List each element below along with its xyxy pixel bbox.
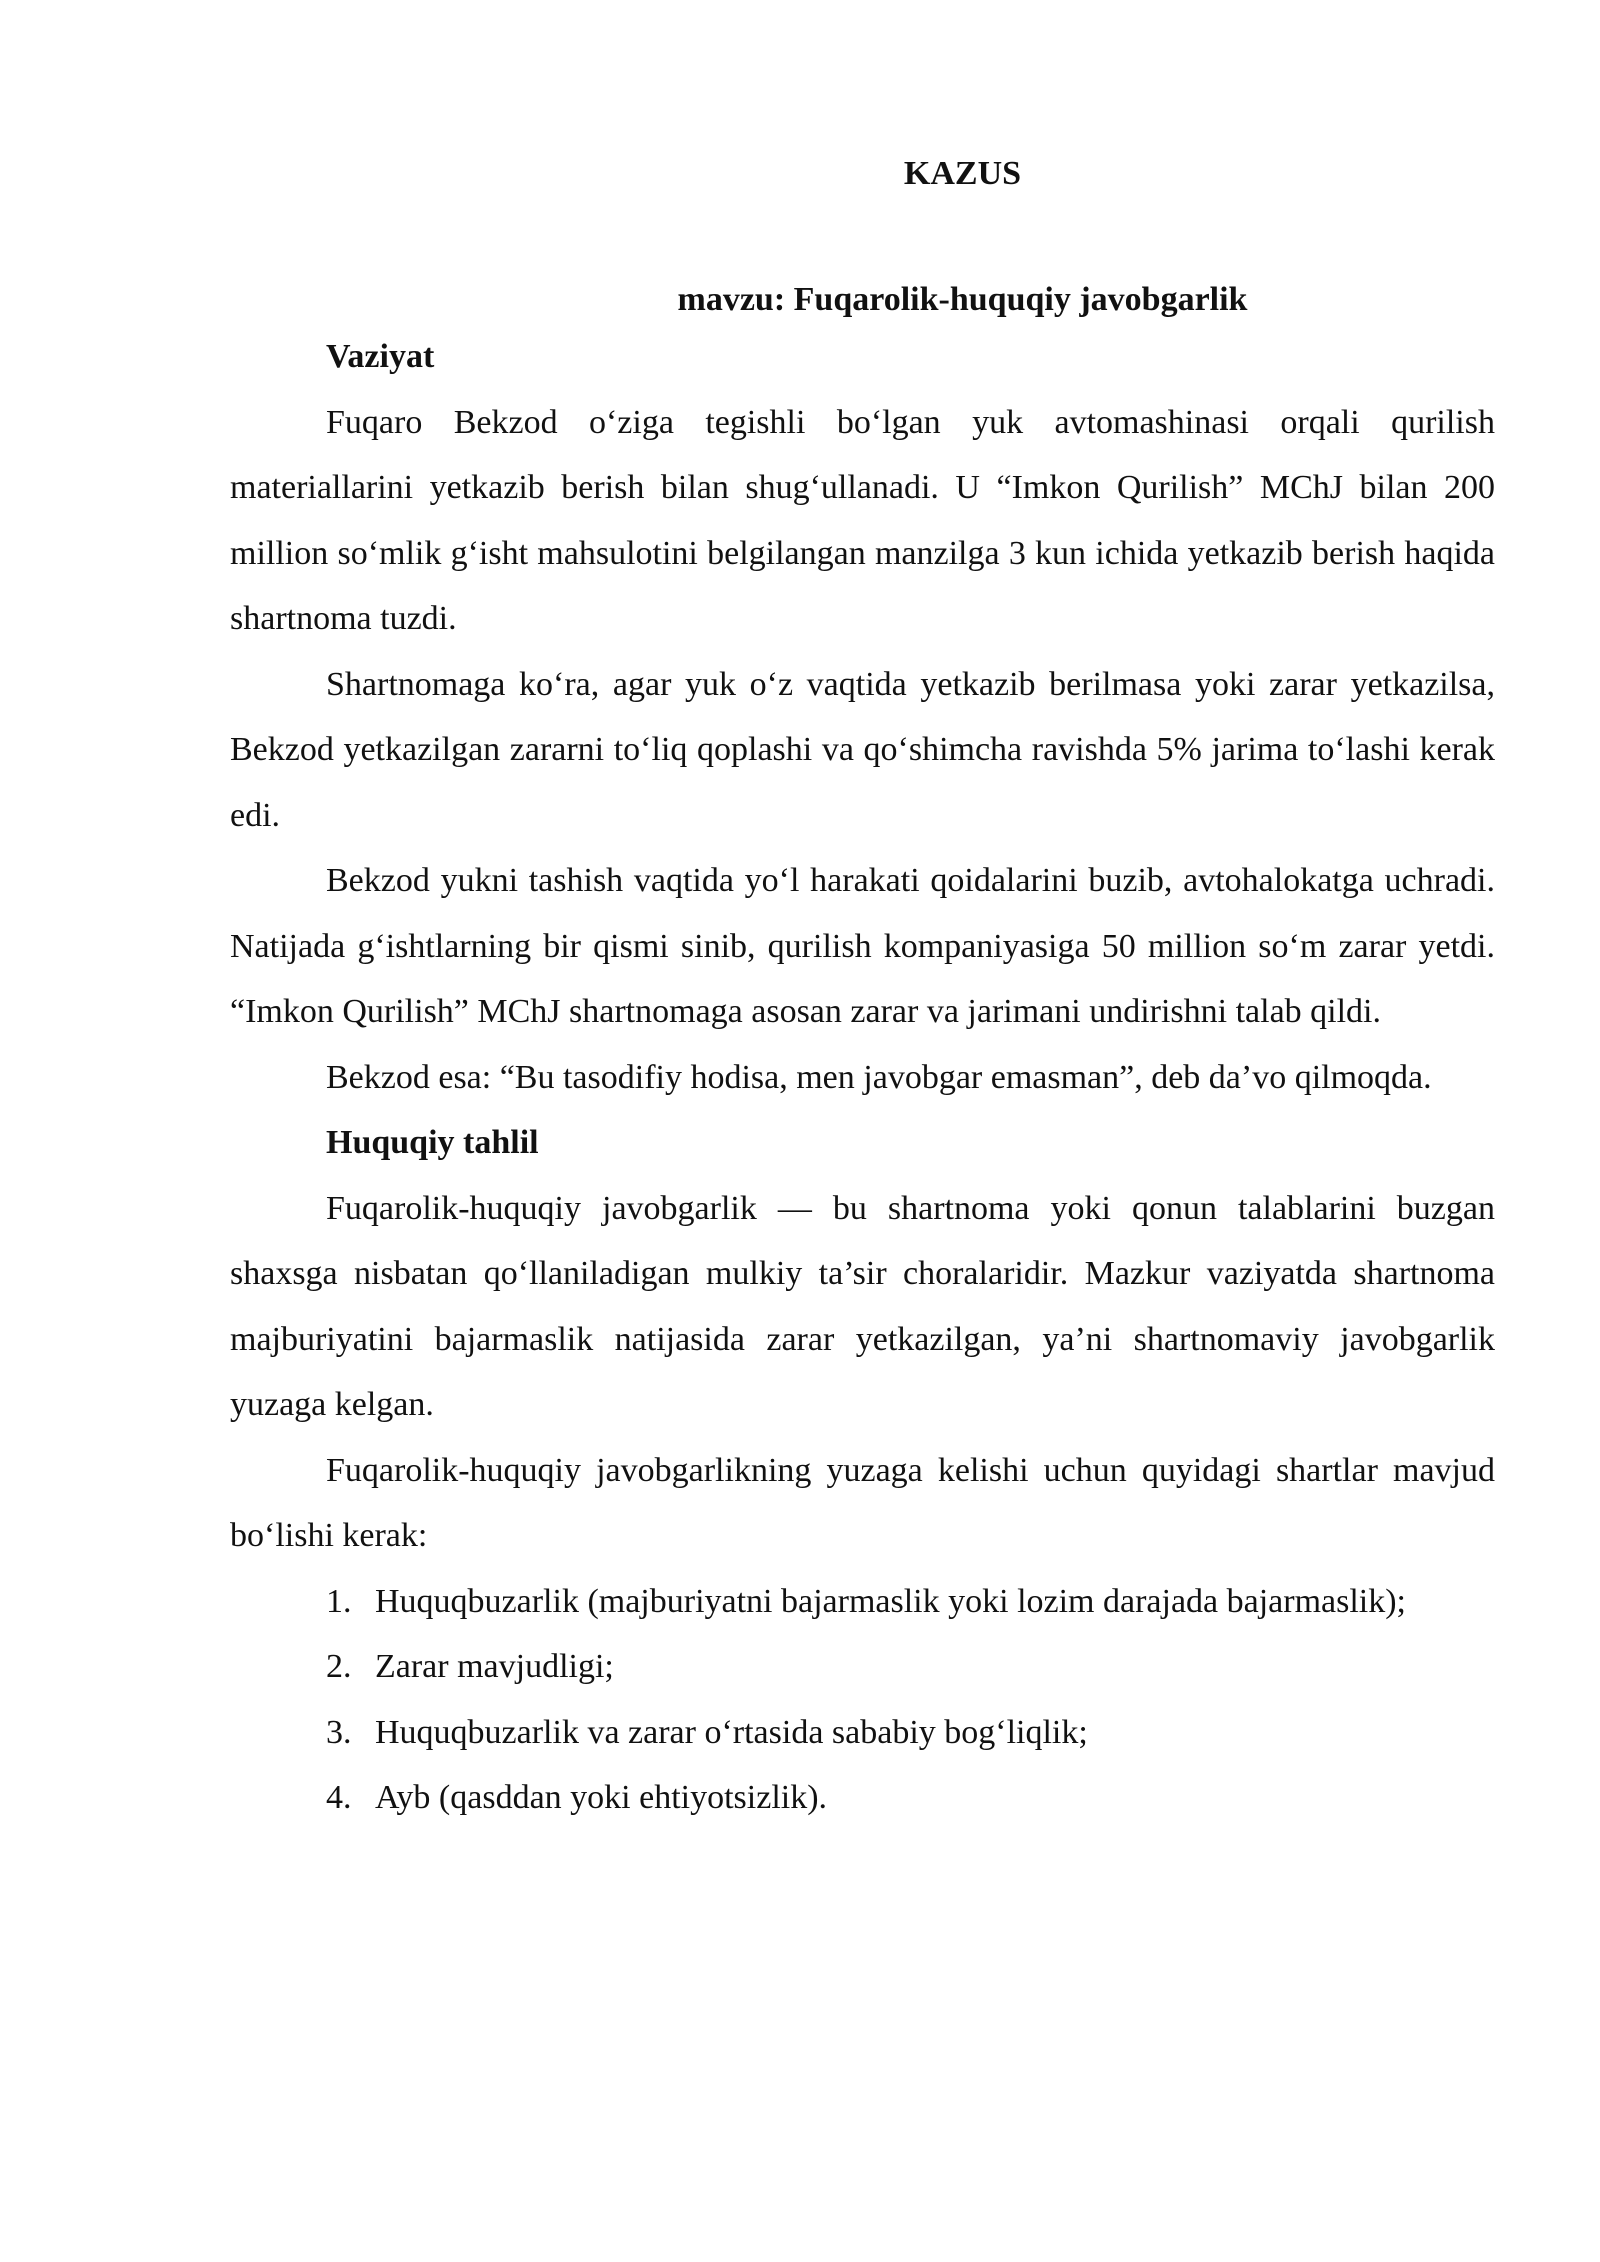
analysis-paragraph: Fuqarolik-huquqiy javobgarlik — bu shartnoma yoki qonun talablarini buzgan shaxsga nisbatan qo‘llaniladigan mulkiy ta’sir choralaridir. Mazkur vaziyatda shartnoma majburiyatini bajarmaslik natijasida zarar yetkazilgan, ya’ni shartnomaviy javobgarlik yuzaga kelgan. — [230, 1189, 1495, 1423]
list-item — [230, 1700, 1495, 1766]
conditions-list — [230, 1569, 1495, 1831]
section-heading-analysis: Huquqiy tahlil — [326, 1124, 539, 1161]
situation-paragraph: Shartnomaga ko‘ra, agar yuk o‘z vaqtida yetkazib berilmasa yoki zarar yetkazilsa, Bekzod yetkazilgan zararni to‘liq qoplashi va qo‘shimcha ravishda 5% jarima to‘lashi kerak edi. — [230, 665, 1495, 834]
list-item — [230, 1569, 1495, 1635]
list-item-text: Ayb (qasddan yoki ehtiyotsizlik). — [375, 1779, 828, 1816]
list-item-number: 4. — [326, 1779, 352, 1816]
document-title: KAZUS — [903, 155, 1022, 192]
situation-paragraph: Bekzod esa: “Bu tasodifiy hodisa, men javobgar emasman”, deb da’vo qilmoqda. — [326, 1058, 1432, 1096]
section-heading-situation: Vaziyat — [326, 338, 435, 375]
list-item-number: 2. — [326, 1648, 352, 1685]
analysis-paragraph: Fuqarolik-huquqiy javobgarlikning yuzaga kelishi uchun quyidagi shartlar mavjud bo‘lishi kerak: — [230, 1451, 1495, 1554]
list-item-text: Zarar mavjudligi; — [375, 1648, 614, 1685]
list-item-number: 3. — [326, 1713, 352, 1751]
list-item-text: Huquqbuzarlik (majburiyatni bajarmaslik yoki lozim darajada bajarmaslik); — [375, 1582, 1407, 1620]
list-item-text: Huquqbuzarlik va zarar o‘rtasida sababiy bog‘liqlik; — [375, 1713, 1088, 1751]
document-subtitle: mavzu: Fuqarolik-huquqiy javobgarlik — [677, 281, 1248, 318]
list-item — [230, 1634, 1495, 1700]
situation-paragraph: Fuqaro Bekzod o‘ziga tegishli bo‘lgan yuk avtomashinasi orqali qurilish materiallarini yetkazib berish bilan shug‘ullanadi. U “Imkon Qurilish” MChJ bilan 200 million so‘mlik g‘isht mahsulotini belgilangan manzilga 3 kun ichida yetkazib berish haqida shartnoma tuzdi. — [230, 403, 1495, 637]
list-item-number: 1. — [326, 1582, 352, 1620]
document-page — [230, 150, 1495, 1831]
situation-paragraph: Bekzod yukni tashish vaqtida yo‘l harakati qoidalarini buzib, avtohalokatga uchradi. Natijada g‘ishtlarning bir qismi sinib, qurilish kompaniyasiga 50 million so‘m zarar yetdi. “Imkon Qurilish” MChJ shartnomaga asosan zarar va jarimani undirishni talab qildi. — [230, 862, 1495, 1030]
list-item — [230, 1765, 1495, 1831]
